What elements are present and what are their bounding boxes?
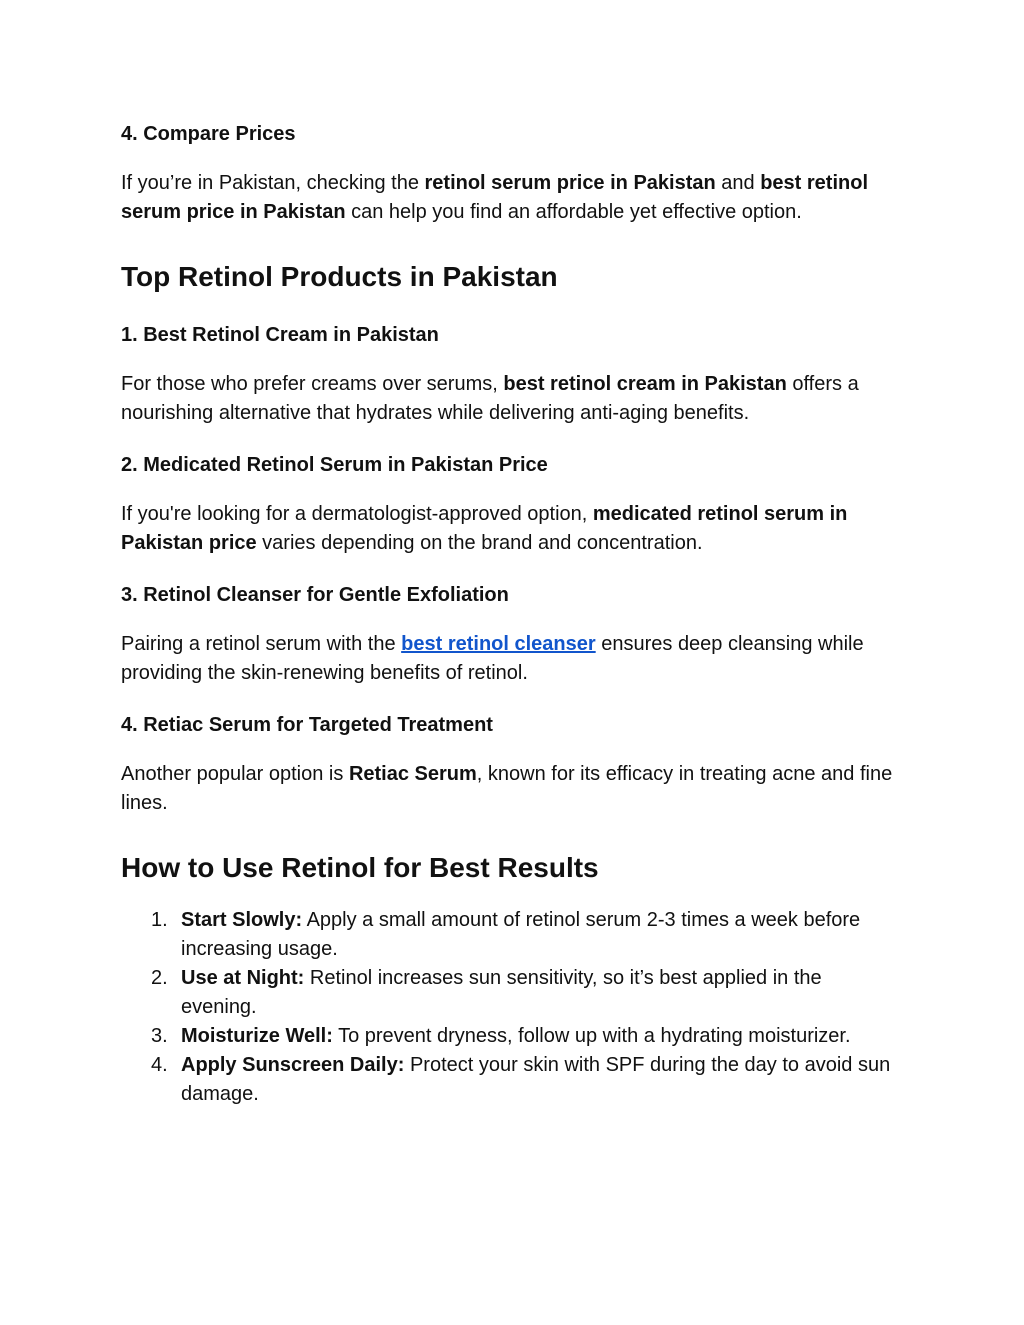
document-page — [121, 120, 901, 1109]
top-products-heading: Top Retinol Products in Pakistan — [121, 261, 558, 292]
compare-prices-paragraph: If you’re in Pakistan, checking the retinol serum price in Pakistan and best retinol serum price in Pakistan can help you find an affordable yet effective option. — [121, 172, 868, 223]
retiac-serum-heading: 4. Retiac Serum for Targeted Treatment — [121, 714, 493, 736]
medicated-serum-heading: 2. Medicated Retinol Serum in Pakistan Price — [121, 454, 548, 476]
list-item: 3. Moisturize Well: To prevent dryness, follow up with a hydrating moisturizer. — [151, 1025, 851, 1047]
retiac-serum-paragraph: Another popular option is Retiac Serum, known for its efficacy in treating acne and fine lines. — [121, 763, 893, 814]
medicated-serum-paragraph: If you're looking for a dermatologist-approved option, medicated retinol serum in Pakistan price varies depending on the brand and concentration. — [121, 503, 848, 554]
best-cream-paragraph: For those who prefer creams over serums, best retinol cream in Pakistan offers a nourishing alternative that hydrates while delivering anti-aging benefits. — [121, 373, 859, 424]
how-to-use-heading: How to Use Retinol for Best Results — [121, 852, 599, 883]
list-item: 1. Start Slowly: Apply a small amount of retinol serum 2-3 times a week before increasing usage. — [151, 909, 861, 960]
how-to-steps-list — [121, 906, 901, 1109]
list-item: 4. Apply Sunscreen Daily: Protect your skin with SPF during the day to avoid sun damage. — [151, 1054, 891, 1105]
compare-prices-heading: 4. Compare Prices — [121, 123, 296, 145]
list-item: 2. Use at Night: Retinol increases sun sensitivity, so it’s best applied in the evening. — [151, 967, 822, 1018]
best-cream-heading: 1. Best Retinol Cream in Pakistan — [121, 324, 439, 346]
cleanser-heading: 3. Retinol Cleanser for Gentle Exfoliation — [121, 584, 509, 606]
cleanser-paragraph: Pairing a retinol serum with the best retinol cleanser ensures deep cleansing while providing the skin-renewing benefits of retinol. — [121, 633, 864, 684]
best-retinol-cleanser-link[interactable]: best retinol cleanser — [401, 633, 596, 655]
